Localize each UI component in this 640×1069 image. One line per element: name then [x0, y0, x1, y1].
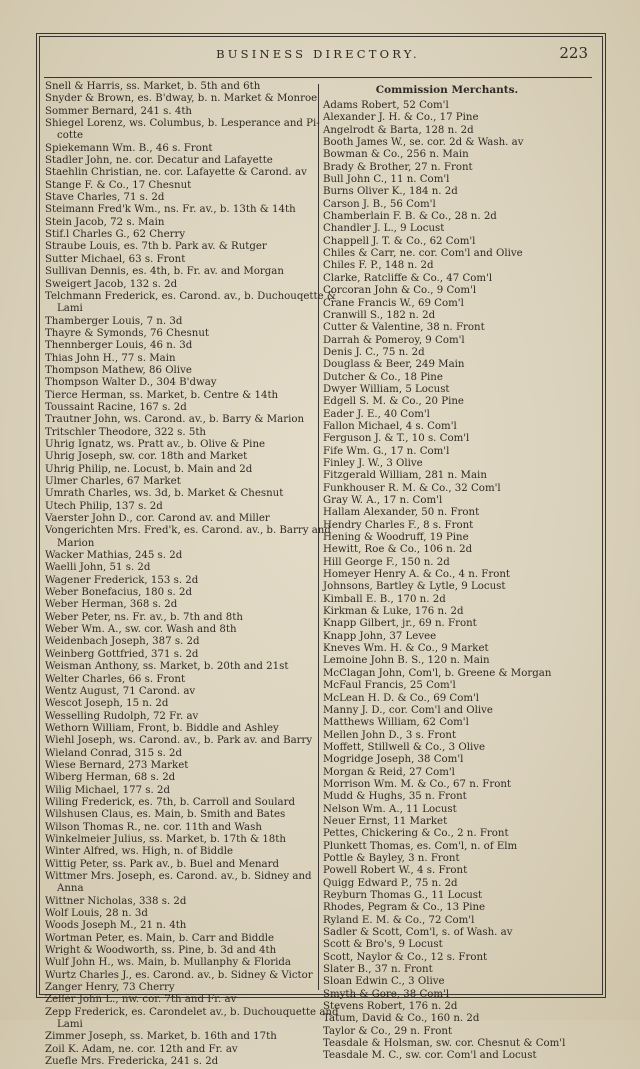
entry-text: Weber Bonefacius, 180 s. 2d — [45, 587, 193, 599]
directory-entry — [45, 427, 313, 439]
merchant-entry: Cranwill S., 182 n. 2d — [323, 309, 436, 321]
directory-entry — [45, 439, 313, 451]
merchant-entry: Chamberlain F. B. & Co., 28 n. 2d — [323, 211, 497, 223]
entry-text: Shiegel Lorenz, ws. Columbus, b. Lesperance and Pi- — [45, 118, 320, 130]
entry-continuation: Lami — [57, 303, 83, 315]
merchant-entry: Johnsons, Bartley & Lytle, 9 Locust — [323, 581, 506, 593]
directory-entry — [45, 155, 313, 167]
directory-entry — [45, 982, 313, 994]
entry-text: Thompson Mathew, 86 Olive — [45, 364, 192, 376]
directory-entry — [45, 636, 313, 648]
merchant-entry: Manny J. D., cor. Com'l and Olive — [323, 704, 493, 716]
entry-text: Wagener Frederick, 153 s. 2d — [45, 574, 199, 586]
entry-text: Wittig Peter, ss. Park av., b. Buel and Menard — [45, 858, 279, 870]
entry-text: Zanger Henry, 73 Cherry — [45, 982, 175, 994]
directory-entry — [45, 723, 313, 735]
directory-entry — [45, 1056, 313, 1068]
merchant-entry: Corcoran John & Co., 9 Com'l — [323, 285, 477, 297]
merchant-entry: Mudd & Hughs, 35 n. Front — [323, 791, 467, 803]
entry-continuation: Lami — [57, 1019, 83, 1031]
entry-text: Thias John H., 77 s. Main — [45, 352, 176, 364]
entry-text: Uhrig Joseph, sw. cor. 18th and Market — [45, 451, 248, 463]
entry-text: Stange F. & Co., 17 Chesnut — [45, 179, 192, 191]
entry-text: Wesselling Rudolph, 72 Fr. av — [45, 710, 199, 722]
merchant-entry: Neuer Ernst, 11 Market — [323, 815, 448, 827]
entry-text: Staehlin Christian, ne. cor. Lafayette & Carond. av — [45, 167, 307, 179]
directory-entry — [45, 846, 313, 858]
directory-entry — [45, 698, 313, 710]
directory-entry — [45, 501, 313, 513]
entry-text: Snyder & Brown, es. B'dway, b. n. Market & Monroe — [45, 93, 318, 105]
entry-text: Snell & Harris, ss. Market, b. 5th and 6th — [45, 81, 261, 92]
entry-text: Tierce Herman, ss. Market, b. Centre & 14th — [45, 389, 279, 401]
merchant-entry: Plunkett Thomas, es. Com'l, n. of Elm — [323, 840, 518, 852]
merchant-entry: Teasdale M. C., sw. cor. Com'l and Locust — [323, 1050, 537, 1062]
merchant-entry: Matthews William, 62 Com'l — [323, 717, 469, 729]
merchant-entry: Sloan Edwin C., 3 Olive — [323, 976, 445, 988]
directory-entry — [45, 661, 313, 673]
directory-entry — [45, 686, 313, 698]
merchant-entry: Knapp John, 37 Levee — [323, 630, 437, 642]
merchant-entry: Tatum, David & Co., 160 n. 2d — [323, 1013, 480, 1025]
directory-entry — [45, 797, 313, 809]
merchant-entry: Chandler J. L., 9 Locust — [323, 223, 445, 235]
directory-entry — [45, 106, 313, 118]
entry-text: Wieland Conrad, 315 s. 2d — [45, 747, 183, 759]
entry-text: Stave Charles, 71 s. 2d — [45, 192, 165, 204]
directory-entry — [45, 587, 313, 599]
entry-text: Wurtz Charles J., es. Carond. av., b. Sidney & Victor — [45, 969, 313, 981]
entry-text: Zeller John L., nw. cor. 7th and Fr. av — [45, 994, 237, 1006]
entry-text: Stein Jacob, 72 s. Main — [45, 216, 165, 228]
entry-text: Sutter Michael, 63 s. Front — [45, 253, 186, 265]
merchant-entry: Knapp Gilbert, jr., 69 n. Front — [323, 618, 477, 630]
entry-text: Wulf John H., ws. Main, b. Mullanphy & Florida — [45, 957, 291, 969]
merchant-entry: Homeyer Henry A. & Co., 4 n. Front — [323, 569, 511, 581]
directory-entry — [45, 772, 313, 784]
entry-text: Weber Wm. A., sw. cor. Wash and 8th — [45, 624, 237, 636]
entry-text: Toussaint Racine, 167 s. 2d — [45, 401, 187, 413]
merchant-entry: Moffett, Stillwell & Co., 3 Olive — [323, 741, 485, 753]
directory-entry — [45, 871, 313, 896]
directory-entry — [45, 340, 313, 352]
entry-text: Uhrig Ignatz, ws. Pratt av., b. Olive & Pine — [45, 438, 266, 450]
directory-entry — [45, 464, 313, 476]
entry-text: Vaerster John D., cor. Carond av. and Miller — [45, 513, 270, 525]
entry-text: Weber Peter, ns. Fr. av., b. 7th and 8th — [45, 611, 243, 623]
entry-text: Wittmer Mrs. Joseph, es. Carond. av., b. Sidney and — [45, 871, 312, 882]
directory-entry — [45, 476, 313, 488]
directory-entry — [45, 970, 313, 982]
directory-entry — [45, 735, 313, 747]
merchant-entry: Darrah & Pomeroy, 9 Com'l — [323, 334, 465, 346]
directory-entry — [45, 822, 313, 834]
merchant-entry: Kneves Wm. H. & Co., 9 Market — [323, 643, 489, 655]
merchant-entry: Bull John C., 11 n. Com'l — [323, 174, 450, 186]
merchant-entry: Booth James W., se. cor. 2d & Wash. av — [323, 137, 524, 149]
directory-entry — [45, 599, 313, 611]
running-title: BUSINESS DIRECTORY. — [216, 47, 420, 61]
entry-text: Wittner Nicholas, 338 s. 2d — [45, 895, 187, 907]
entry-text: Uhrig Philip, ne. Locust, b. Main and 2d — [45, 463, 253, 475]
directory-entry — [45, 192, 313, 204]
merchant-entry: Hallam Alexander, 50 n. Front — [323, 507, 480, 519]
merchant-entry: Hewitt, Roe & Co., 106 n. 2d — [323, 544, 473, 556]
merchant-entry: Slater B., 37 n. Front — [323, 964, 433, 976]
directory-entry — [45, 809, 313, 821]
directory-entry — [45, 118, 320, 143]
merchant-entry: Fitzgerald William, 281 n. Main — [323, 470, 487, 482]
merchant-entry: Chappell J. T. & Co., 62 Com'l — [323, 235, 476, 247]
entry-text: Weisman Anthony, ss. Market, b. 20th and 21st — [45, 661, 289, 673]
entry-text: Wiberg Herman, 68 s. 2d — [45, 772, 176, 784]
entry-text: Sullivan Dennis, es. 4th, b. Fr. av. and Morgan — [45, 266, 284, 278]
entry-text: Wright & Woodworth, ss. Pine, b. 3d and 4th — [45, 945, 277, 957]
merchant-entry: Mellen John D., 3 s. Front — [323, 729, 457, 741]
directory-entry — [45, 760, 313, 772]
merchant-entry: Clarke, Ratcliffe & Co., 47 Com'l — [323, 272, 493, 284]
merchant-entry: Nelson Wm. A., 11 Locust — [323, 803, 457, 815]
header-rule — [44, 77, 592, 78]
directory-entry — [45, 266, 313, 278]
directory-entry — [45, 290, 336, 316]
directory-entry — [45, 785, 313, 797]
commission-merchants-list — [323, 100, 591, 1063]
merchant-entry: Fallon Michael, 4 s. Com'l — [323, 420, 457, 432]
merchant-entry: Alexander J. H. & Co., 17 Pine — [323, 112, 479, 124]
directory-entry — [45, 896, 313, 908]
merchant-entry: Fife Wm. G., 17 n. Com'l — [323, 445, 450, 457]
entry-text: Welter Charles, 66 s. Front — [45, 673, 186, 685]
merchant-entry: Mogridge Joseph, 38 Com'l — [323, 754, 464, 766]
merchant-entry: Douglass & Beer, 249 Main — [323, 359, 465, 371]
directory-entry — [45, 143, 313, 155]
directory-entry — [45, 390, 313, 402]
directory-entry — [45, 649, 313, 661]
merchant-entry: Morrison Wm. M. & Co., 67 n. Front — [323, 778, 511, 790]
entry-text: Wilson Thomas R., ne. cor. 11th and Wash — [45, 821, 262, 833]
directory-entry — [45, 229, 313, 241]
merchant-entry: Gray W. A., 17 n. Com'l — [323, 495, 443, 506]
entry-text: Woods Joseph M., 21 n. 4th — [45, 920, 187, 932]
merchant-entry: Lemoine John B. S., 120 n. Main — [323, 655, 490, 667]
entry-text: Weber Herman, 368 s. 2d — [45, 599, 178, 611]
directory-entry — [45, 377, 313, 389]
merchant-entry: Dwyer William, 5 Locust — [323, 383, 450, 395]
directory-entry — [45, 575, 313, 587]
directory-entry — [45, 1031, 313, 1043]
merchant-entry: Cutter & Valentine, 38 n. Front — [323, 322, 485, 334]
left-column — [45, 81, 339, 1069]
directory-entry — [45, 402, 313, 414]
directory-entry — [45, 945, 313, 957]
column-divider — [318, 84, 319, 990]
page-number: 223 — [559, 44, 588, 62]
directory-entry — [45, 1044, 313, 1056]
directory-entry — [45, 488, 313, 500]
directory-entry — [45, 81, 313, 93]
directory-entry — [45, 414, 313, 426]
entry-text: Wolf Louis, 28 n. 3d — [45, 908, 148, 920]
page-header — [44, 44, 592, 72]
merchant-entry: Edgell S. M. & Co., 20 Pine — [323, 396, 464, 408]
directory-entry — [45, 711, 313, 723]
merchant-entry: Crane Francis W., 69 Com'l — [323, 297, 464, 309]
merchant-entry: Chiles F. P., 148 n. 2d — [323, 260, 434, 272]
entry-text: Straube Louis, es. 7th b. Park av. & Rutger — [45, 241, 267, 253]
merchant-entry: Sadler & Scott, Com'l, s. of Wash. av — [323, 927, 513, 939]
merchant-entry: Morgan & Reid, 27 Com'l — [323, 766, 455, 778]
merchant-entry: Chiles & Carr, ne. cor. Com'l and Olive — [323, 248, 523, 260]
entry-text: Wilshusen Claus, es. Main, b. Smith and Bates — [45, 809, 286, 821]
entry-text: Stif.l Charles G., 62 Cherry — [45, 229, 186, 241]
directory-entry — [45, 217, 313, 229]
entry-text: Umrath Charles, ws. 3d, b. Market & Chesnut — [45, 488, 284, 500]
directory-entry — [45, 562, 313, 574]
directory-entry — [45, 241, 313, 253]
entry-text: Telchmann Frederick, es. Carond. av., b. Duchouqette & — [45, 290, 336, 302]
entry-text: Spiekemann Wm. B., 46 s. Front — [45, 142, 213, 154]
merchant-entry: Funkhouser R. M. & Co., 32 Com'l — [323, 482, 501, 494]
entry-text: Winkelmeier Julius, ss. Market, b. 17th & 18th — [45, 833, 286, 845]
merchant-entry: Reyburn Thomas G., 11 Locust — [323, 890, 483, 901]
entry-text: Vongerichten Mrs. Fred'k, es. Carond. av., b. Barry and — [45, 525, 331, 537]
merchant-entry: McClagan John, Com'l, b. Greene & Morgan — [323, 667, 552, 679]
merchant-entry: Carson J. B., 56 Com'l — [323, 198, 436, 210]
directory-entry — [45, 748, 313, 760]
merchant-entry: Stevens Robert, 176 n. 2d — [323, 1001, 458, 1013]
merchant-entry: Scott & Bro's, 9 Locust — [323, 939, 443, 951]
directory-entry — [45, 933, 313, 945]
directory-entry — [45, 525, 331, 550]
entry-text: Steimann Fred'k Wm., ns. Fr. av., b. 13th & 14th — [45, 204, 296, 216]
entry-text: Wortman Peter, es. Main, b. Carr and Biddle — [45, 932, 275, 944]
merchant-entry: Dutcher & Co., 18 Pine — [323, 371, 443, 383]
entry-text: Weinberg Gottfried, 371 s. 2d — [45, 648, 199, 660]
directory-entry — [45, 93, 318, 105]
right-column — [323, 81, 591, 1063]
entry-text: Wacker Mathias, 245 s. 2d — [45, 550, 183, 562]
directory-entry — [45, 994, 313, 1006]
directory-entry — [45, 167, 313, 179]
merchant-entry: Taylor & Co., 29 n. Front — [323, 1025, 453, 1037]
entry-text: Wiese Bernard, 273 Market — [45, 759, 189, 771]
directory-entry — [45, 316, 313, 328]
entry-text: Winter Alfred, ws. High, n. of Biddle — [45, 846, 234, 858]
merchant-entry: Brady & Brother, 27 n. Front — [323, 161, 473, 173]
entry-text: Waelli John, 51 s. 2d — [45, 562, 151, 574]
entry-text: Utech Philip, 137 s. 2d — [45, 500, 163, 512]
entry-text: Wescot Joseph, 15 n. 2d — [45, 698, 169, 710]
merchant-entry: McFaul Francis, 25 Com'l — [323, 680, 456, 692]
merchant-entry: Burns Oliver K., 184 n. 2d — [323, 186, 458, 198]
directory-entry — [45, 204, 313, 216]
directory-entry — [45, 180, 313, 192]
entry-text: Zepp Frederick, es. Carondelet av., b. Duchouquette and — [45, 1006, 339, 1018]
merchant-entry: Ryland E. M. & Co., 72 Com'l — [323, 914, 475, 926]
directory-entry — [45, 920, 313, 932]
directory-entry — [45, 254, 313, 266]
entry-text: Weidenbach Joseph, 387 s. 2d — [45, 636, 200, 648]
entry-text: Thamberger Louis, 7 n. 3d — [45, 315, 183, 327]
merchant-entry: Pettes, Chickering & Co., 2 n. Front — [323, 828, 509, 840]
merchant-entry: Denis J. C., 75 n. 2d — [323, 346, 425, 358]
entry-text: Wentz August, 71 Carond. av — [45, 685, 196, 697]
directory-entry — [45, 550, 313, 562]
entry-continuation: Anna — [57, 883, 84, 895]
entry-text: Thayre & Symonds, 76 Chesnut — [45, 327, 209, 339]
merchant-entry: Kimball E. B., 170 n. 2d — [323, 593, 446, 605]
directory-entry — [45, 674, 313, 686]
directory-entry — [45, 451, 313, 463]
merchant-entry: Hening & Woodruff, 19 Pine — [323, 532, 469, 544]
merchant-entry: Ferguson J. & T., 10 s. Com'l — [323, 433, 470, 445]
entry-text: Wethorn William, Front, b. Biddle and Ashley — [45, 722, 279, 734]
entry-text: Zimmer Joseph, ss. Market, b. 16th and 17th — [45, 1031, 277, 1043]
entry-text: Zoil K. Adam, ne. cor. 12th and Fr. av — [45, 1043, 238, 1055]
merchant-entry: Teasdale & Holsman, sw. cor. Chesnut & Com'l — [323, 1038, 566, 1050]
entry-continuation: Marion — [57, 537, 95, 549]
entry-text: Thompson Walter D., 304 B'dway — [45, 377, 217, 389]
merchant-entry: Eader J. E., 40 Com'l — [323, 408, 430, 420]
entry-text: Zuefle Mrs. Fredericka, 241 s. 2d — [45, 1056, 219, 1068]
directory-entry — [45, 353, 313, 365]
entry-text: Sweigert Jacob, 132 s. 2d — [45, 278, 178, 290]
entry-text: Sommer Bernard, 241 s. 4th — [45, 105, 192, 117]
entry-text: Tritschler Theodore, 322 s. 5th — [45, 426, 206, 438]
entry-continuation: cotte — [57, 130, 84, 142]
merchant-entry: Finley J. W., 3 Olive — [323, 457, 423, 469]
entry-text: Stadler John, ne. cor. Decatur and Lafayette — [45, 155, 273, 167]
entry-text: Thennberger Louis, 46 n. 3d — [45, 340, 193, 352]
merchant-entry: Bowman & Co., 256 n. Main — [323, 149, 469, 161]
merchant-entry: Powell Robert W., 4 s. Front — [323, 865, 468, 877]
directory-entry — [45, 624, 313, 636]
merchant-entry: Angelrodt & Barta, 128 n. 2d — [323, 124, 474, 136]
directory-entry — [45, 908, 313, 920]
merchant-entry: Quigg Edward P., 75 n. 2d — [323, 877, 458, 889]
directory-entry — [45, 1006, 339, 1032]
merchant-entry: Pottle & Bayley, 3 n. Front — [323, 852, 460, 864]
merchant-entry: Hill George F., 150 n. 2d — [323, 556, 450, 568]
merchant-entry: McLean H. D. & Co., 69 Com'l — [323, 692, 480, 704]
merchant-entry: Scott, Naylor & Co., 12 s. Front — [323, 951, 488, 963]
directory-entry — [45, 279, 313, 291]
directory-entry — [45, 859, 313, 871]
entry-text: Wiling Frederick, es. 7th, b. Carroll and Soulard — [45, 796, 296, 808]
merchant-entry: Rhodes, Pegram & Co., 13 Pine — [323, 902, 486, 914]
directory-entry — [45, 365, 313, 377]
entry-text: Trautner John, ws. Carond. av., b. Barry & Marion — [45, 414, 305, 426]
entry-text: Wiehl Joseph, ws. Carond. av., b. Park av. and Barry — [45, 735, 313, 747]
merchant-entry: Adams Robert, 52 Com'l — [323, 100, 449, 111]
directory-entry — [45, 957, 313, 969]
merchant-entry: Kirkman & Luke, 176 n. 2d — [323, 606, 464, 618]
section-heading: Commission Merchants. — [375, 84, 519, 96]
merchant-entry: Smyth & Gore, 38 Com'l — [323, 988, 450, 1000]
directory-entry — [45, 612, 313, 624]
directory-entry — [45, 834, 313, 846]
entry-text: Ulmer Charles, 67 Market — [45, 476, 181, 487]
directory-entry — [45, 328, 313, 340]
merchant-entry: Hendry Charles F., 8 s. Front — [323, 519, 474, 531]
directory-entry — [45, 513, 313, 525]
entry-text: Wilig Michael, 177 s. 2d — [45, 784, 171, 796]
